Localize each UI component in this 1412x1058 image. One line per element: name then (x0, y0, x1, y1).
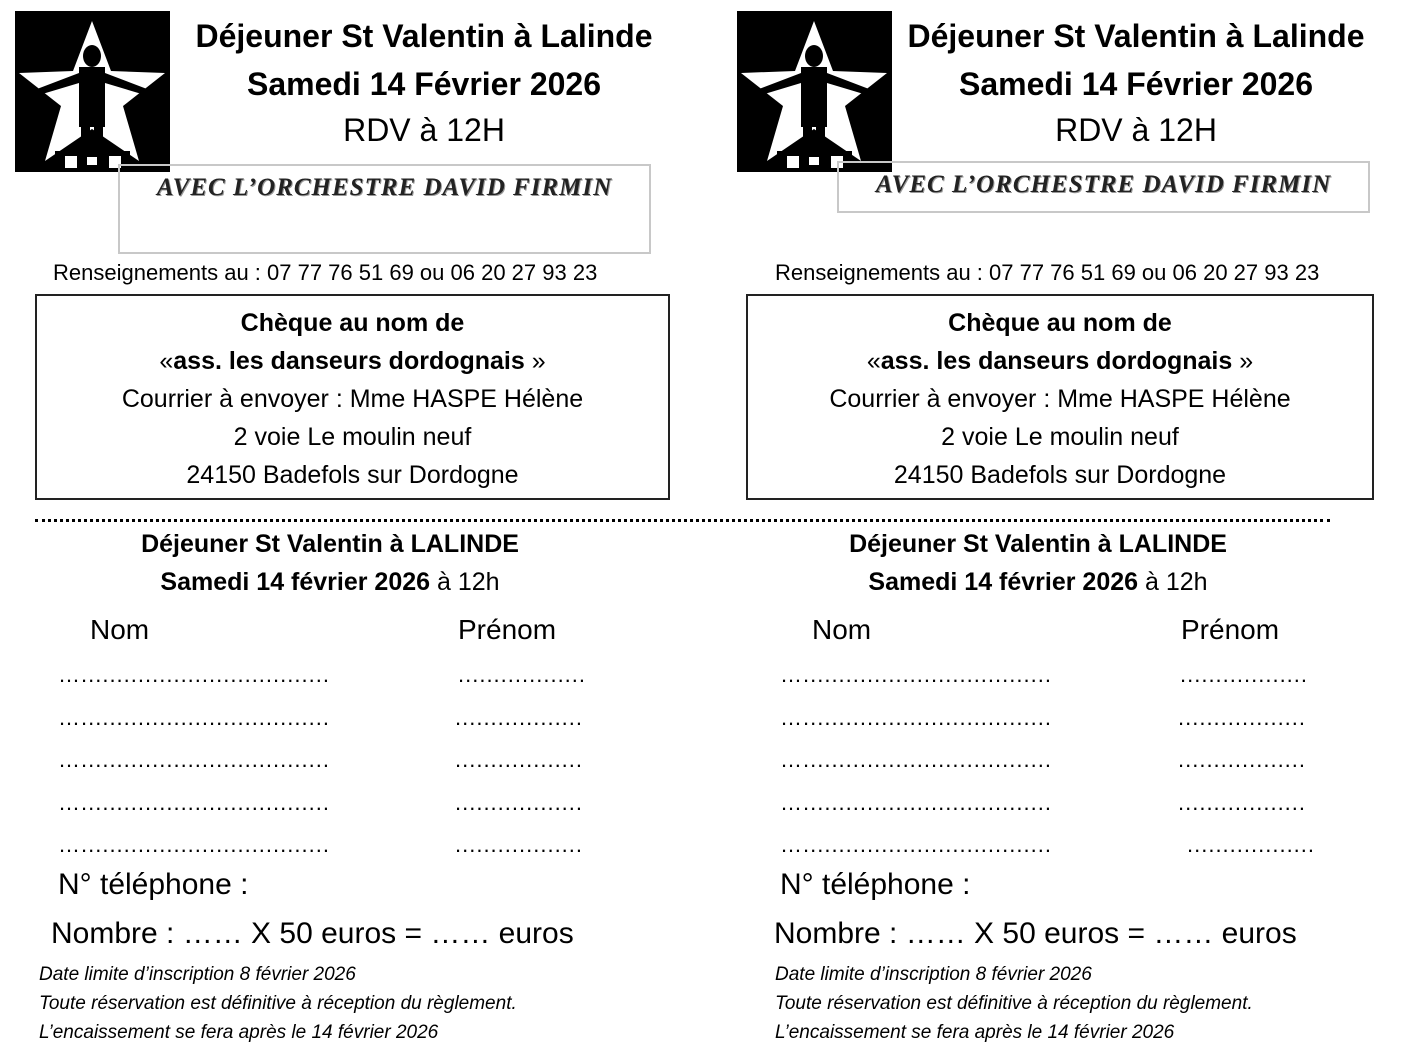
mail-street: 2 voie Le moulin neuf (941, 423, 1179, 451)
payment-note: L’encaissement se fera après le 14 février 2026 (775, 1022, 1175, 1043)
prenom-field-3[interactable]: .................. (1178, 747, 1307, 772)
mail-city: 24150 Badefols sur Dordogne (893, 461, 1227, 489)
cheque-box (35, 294, 670, 500)
mail-recipient: Courrier à envoyer : Mme HASPE Hélène (829, 385, 1291, 413)
quote-close: » (524, 347, 546, 375)
event-date: Samedi 14 Février 2026 (246, 66, 601, 102)
event-time: RDV à 12H (1055, 112, 1217, 148)
quote-close: » (1232, 347, 1254, 375)
coupon-heading (90, 525, 570, 563)
mail-street: 2 voie Le moulin neuf (233, 423, 472, 451)
phone-label: N° téléphone : (58, 868, 249, 901)
prenom-field-2[interactable]: .................. (455, 705, 584, 730)
deadline-note: Date limite d’inscription 8 février 2026 (775, 964, 1092, 985)
nom-field-2[interactable]: …................................... (58, 705, 330, 730)
mail-city: 24150 Badefols sur Dordogne (186, 461, 519, 489)
nom-field-3[interactable]: …................................... (58, 747, 330, 772)
star-silhouette-logo-icon (737, 11, 892, 172)
star-silhouette-logo-icon (15, 11, 170, 172)
prenom-field-5[interactable]: .................. (455, 832, 584, 857)
cheque-payee (748, 342, 1372, 380)
contact-info: Renseignements au : 07 77 76 51 69 ou 06 20 27 93 23 (53, 260, 598, 285)
column-prenom: Prénom (1181, 614, 1280, 645)
nom-field-1[interactable]: …................................... (58, 662, 330, 687)
prenom-field-1[interactable]: .................. (458, 662, 587, 687)
cheque-heading: Chèque au nom de (240, 309, 465, 337)
reservation-note: Toute réservation est définitive à réception du règlement. (775, 993, 1253, 1014)
event-title: Déjeuner St Valentin à Lalinde (195, 18, 653, 54)
quantity-price-line: Nombre : …… X 50 euros = …… euros (774, 917, 1297, 950)
event-date: Samedi 14 Février 2026 (958, 66, 1313, 102)
coupon-title: Déjeuner St Valentin à LALINDE (849, 530, 1227, 558)
prenom-field-4[interactable]: .................. (1178, 790, 1307, 815)
payment-note: L’encaissement se fera après le 14 février 2026 (39, 1022, 439, 1043)
payee-name: ass. les danseurs dordognais (880, 347, 1233, 375)
nom-field-5[interactable]: …................................... (780, 832, 1052, 857)
coupon-date-bold: Samedi 14 février 2026 (868, 568, 1139, 596)
column-nom: Nom (812, 614, 872, 645)
coupon-heading (798, 525, 1278, 563)
coupon-date (798, 563, 1278, 601)
payee-name: ass. les danseurs dordognais (173, 347, 525, 375)
coupon-time: à 12h (430, 568, 500, 596)
prenom-field-4[interactable]: .................. (455, 790, 584, 815)
orchestra-text: AVEC L’ORCHESTRE DAVID FIRMIN (156, 174, 613, 201)
orchestra-banner (118, 164, 651, 254)
event-title: Déjeuner St Valentin à Lalinde (907, 18, 1365, 54)
coupon-date (90, 563, 570, 601)
cheque-heading: Chèque au nom de (948, 309, 1172, 337)
coupon-date-bold: Samedi 14 février 2026 (160, 568, 431, 596)
cheque-box (746, 294, 1374, 500)
nom-field-2[interactable]: …................................... (780, 705, 1052, 730)
deadline-note: Date limite d’inscription 8 février 2026 (39, 964, 356, 985)
nom-field-3[interactable]: …................................... (780, 747, 1052, 772)
column-prenom: Prénom (458, 614, 557, 645)
prenom-field-1[interactable]: .................. (1180, 662, 1309, 687)
prenom-field-2[interactable]: .................. (1178, 705, 1307, 730)
prenom-field-5[interactable]: .................. (1187, 832, 1316, 857)
cut-line-divider (35, 511, 1330, 522)
contact-info: Renseignements au : 07 77 76 51 69 ou 06 20 27 93 23 (775, 260, 1320, 285)
nom-field-4[interactable]: …................................... (780, 790, 1052, 815)
coupon-time: à 12h (1138, 568, 1208, 596)
mail-recipient: Courrier à envoyer : Mme HASPE Hélène (121, 385, 584, 413)
column-nom: Nom (90, 614, 150, 645)
phone-label: N° téléphone : (780, 868, 971, 901)
coupon-title: Déjeuner St Valentin à LALINDE (141, 530, 519, 558)
quantity-price-line: Nombre : …… X 50 euros = …… euros (51, 917, 574, 950)
nom-field-1[interactable]: …................................... (780, 662, 1052, 687)
quote-open: « (159, 347, 174, 375)
orchestra-banner (837, 161, 1370, 213)
quote-open: « (866, 347, 881, 375)
cheque-payee (37, 342, 668, 380)
prenom-field-3[interactable]: .................. (455, 747, 584, 772)
nom-field-4[interactable]: …................................... (58, 790, 330, 815)
event-time: RDV à 12H (343, 112, 505, 148)
reservation-note: Toute réservation est définitive à réception du règlement. (39, 993, 517, 1014)
nom-field-5[interactable]: …................................... (58, 832, 330, 857)
orchestra-text: AVEC L’ORCHESTRE DAVID FIRMIN (875, 171, 1332, 198)
